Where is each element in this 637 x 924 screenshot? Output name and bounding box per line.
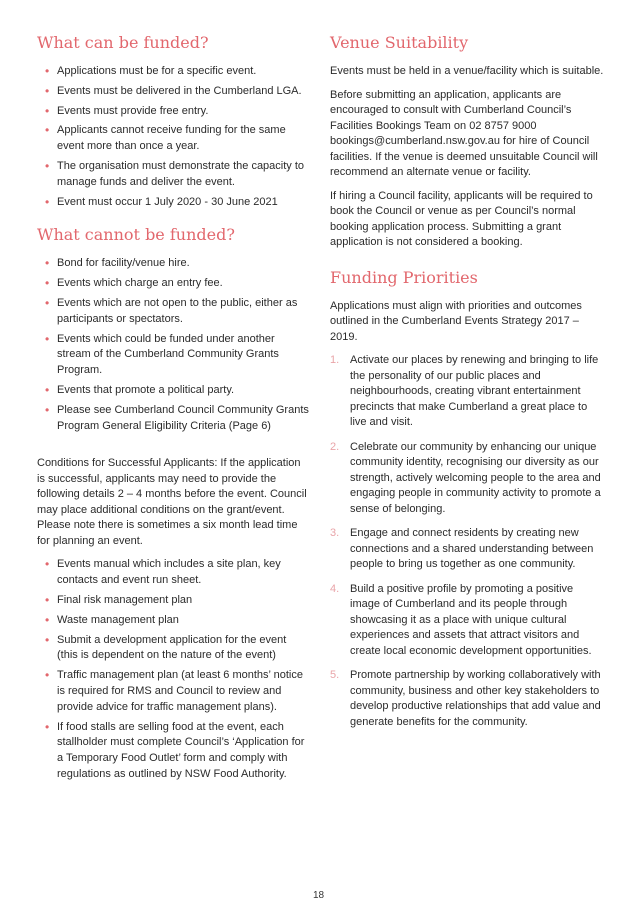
list-item: • Applications must be for a specific event.: [45, 64, 309, 80]
priorities-intro: Applications must align with priorities and outcomes outlined in the Cumberland Events Strategy 2017 – 2019.: [330, 299, 582, 343]
venue-paragraph: Events must be held in a venue/facility which is suitable.: [330, 65, 604, 77]
priority-item: [330, 582, 605, 660]
venue-paragraph: Before submitting an application, applicants are encouraged to consult with Cumberland Council’s Facilities Bookings Team on 02 8757 9000 bookings@cumberland.nsw.gov.au for hire of Council facilities. If the venue is deemed unsuitable Council will recommend an alternate venue or facility.: [330, 88, 598, 178]
page-number: 18: [312, 890, 325, 901]
not-funded-heading: What cannot be funded?: [37, 225, 235, 245]
priority-item: [330, 440, 605, 518]
list-item: • Event must occur 1 July 2020 - 30 June 2021: [45, 195, 309, 211]
priority-text: Engage and connect residents by creating new connections and a shared understanding between people to bring us together as one community.: [350, 527, 594, 570]
list-item: • Please see Cumberland Council Community Grants Program General Eligibility Criteria (Page 6): [45, 403, 309, 435]
funded-list: [37, 64, 309, 210]
conditions-list: [37, 557, 309, 782]
list-item: • Events manual which includes a site plan, key contacts and event run sheet.: [45, 557, 309, 589]
priority-number: 2.: [330, 440, 340, 453]
list-item: • Traffic management plan (at least 6 months’ notice is required for RMS and Council to review and provide advice for traffic management plans).: [45, 668, 309, 715]
priority-text: Build a positive profile by promoting a positive image of Cumberland and its people through showcasing it as a place with unique cultural experiences and assets that attract visitors and create local economic development opportunities.: [350, 582, 592, 657]
priority-number: 3.: [330, 527, 340, 539]
venue-paragraph: If hiring a Council facility, applicants will be required to book the Council or venue as per Council’s normal booking application process. Submitting a grant application is not considered a booking.: [330, 189, 593, 248]
list-item: • Events must provide free entry.: [45, 104, 309, 120]
priority-number: 1.: [330, 354, 340, 366]
list-item: • Events that promote a political party.: [45, 383, 309, 399]
list-item: • Bond for facility/venue hire.: [45, 256, 309, 272]
right-column: [330, 32, 605, 739]
priority-text: Promote partnership by working collaboratively with community, business and other key stakeholders to develop productive relationships that add value and generate benefits for the community.: [350, 669, 601, 728]
priority-number: 5.: [330, 669, 340, 681]
venue-heading: Venue Suitability: [330, 33, 469, 52]
priorities-list: [330, 353, 605, 730]
list-item: • Waste management plan: [45, 613, 309, 629]
list-item: • Final risk management plan: [45, 593, 309, 609]
priority-item: [330, 353, 605, 431]
list-item: • Events which are not open to the public, either as participants or spectators.: [45, 296, 309, 328]
list-item: • Submit a development application for the event (this is dependent on the nature of the event): [45, 633, 309, 665]
list-item: • Applicants cannot receive funding for the same event more than once a year.: [45, 123, 309, 155]
priority-text: Activate our places by renewing and bringing to life the personality of our public places and neighbourhoods, creating vibrant entertainment precincts that make Cumberland a great place to live and visit.: [350, 354, 599, 428]
left-column: [37, 32, 309, 797]
funded-heading: What can be funded?: [37, 33, 209, 52]
list-item: • The organisation must demonstrate the capacity to manage funds and deliver the event.: [45, 159, 309, 191]
conditions-paragraph: Conditions for Successful Applicants: If the application is successful, applicants may need to provide the following details 2 – 4 months before the event. Council may place additional conditions on the grant/event. Please note there is sometimes a six month lead time for planning an event.: [37, 457, 307, 547]
list-item: • Events which charge an entry fee.: [45, 276, 309, 292]
priority-text: Celebrate our community by enhancing our unique community identity, recognising our diversity as our strength, actively welcoming people to the area and engaging people in community activity to promote a sense of belonging.: [350, 440, 601, 515]
priorities-heading: Funding Priorities: [330, 267, 478, 287]
list-item: • Events must be delivered in the Cumberland LGA.: [45, 84, 309, 100]
priority-number: 4.: [330, 582, 340, 595]
priority-item: [330, 526, 605, 573]
not-funded-list: [37, 256, 309, 434]
priority-item: [330, 668, 605, 730]
list-item: • If food stalls are selling food at the event, each stallholder must complete Council’s ‘Application for a Temporary Food Outlet’ form and comply with regulations as outlined by NSW Food Authority.: [45, 720, 309, 783]
list-item: • Events which could be funded under another stream of the Cumberland Community Grants Program.: [45, 332, 309, 379]
